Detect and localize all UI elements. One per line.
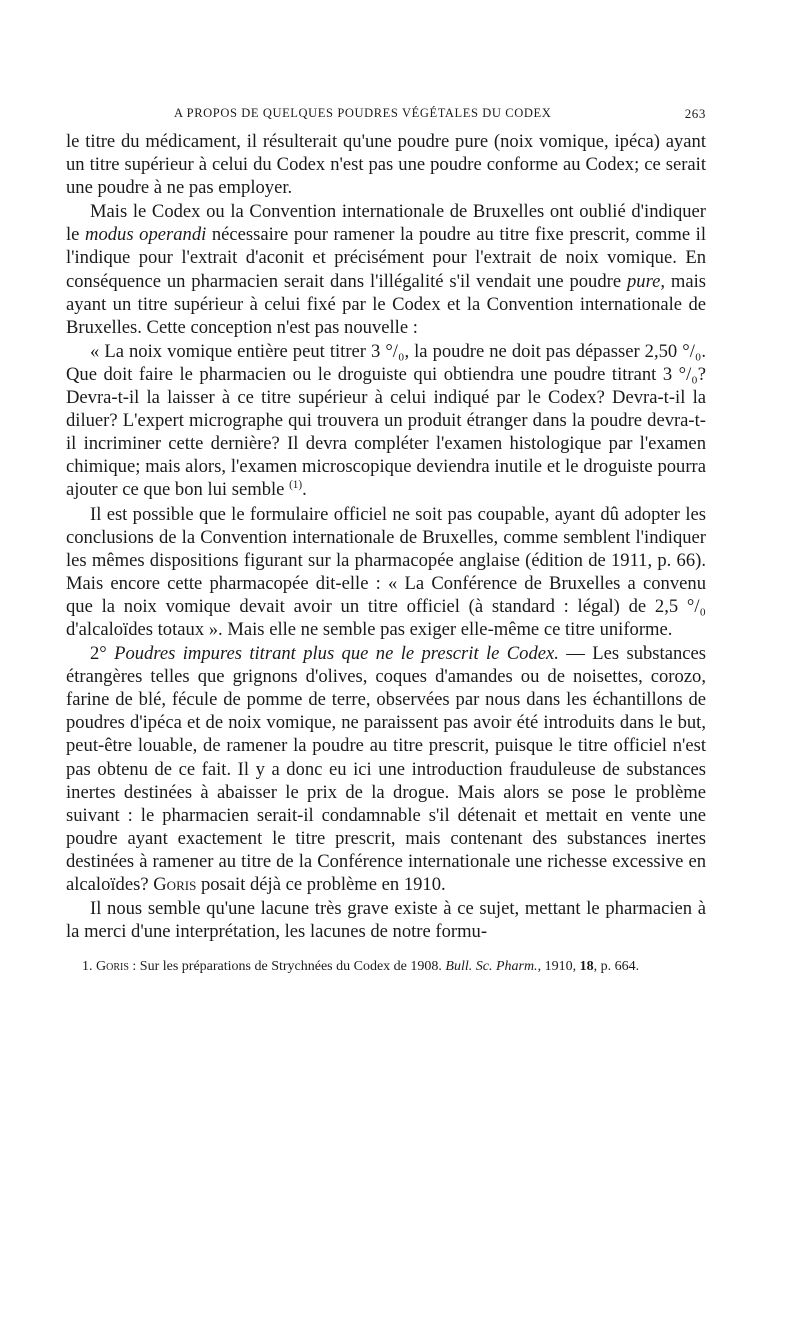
footnotes <box>66 957 706 976</box>
document-page <box>66 100 706 976</box>
paragraph: 2° Poudres impures titrant plus que ne le prescrit le Codex. — Les substances étrangères telles que grignons d'olives, coques d'amandes ou de noisettes, corozo, farine de blé, fécule de pomme de terre, observées par nous dans les échantillons de poudres d'ipéca et de noix vomique, ne paraissent pas avoir été introduits dans le but, peut-être louable, de ramener la poudre au titre prescrit, puisque le titre officiel n'est pas obtenu de ce fait. Il y a donc eu ici une introduction frauduleuse de substances inertes destinées à abaisser le prix de la drogue. Mais alors se pose le problème suivant : le pharmacien serait-il condamnable s'il détenait et mettait en vente une poudre ayant exactement le titre prescrit, mais contenant des substances inertes destinées à ramener au titre de la Conférence internationale une richesse excessive en alcaloïdes? Goris posait déjà ce problème en 1910. <box>66 643 706 895</box>
paragraph: Mais le Codex ou la Convention internationale de Bruxelles ont oublié d'indiquer le modus operandi nécessaire pour ramener la poudre au titre fixe prescrit, comme il l'indique pour l'extrait d'aconit et précisément pour l'extrait de noix vomique. En conséquence un pharmacien serait dans l'illégalité s'il vendait une poudre pure, mais ayant un titre supérieur à celui fixé par le Codex et la Convention internationale de Bruxelles. Cette conception n'est pas nouvelle : <box>66 201 707 338</box>
body-text <box>66 130 706 943</box>
quotation-paragraph: « La noix vomique entière peut titrer 3 °/₀, la poudre ne doit pas dépasser 2,50 °/₀. Que doit faire le pharmacien ou le droguiste qui obtiendra une poudre titrant 3 °/₀? Devra-t-il la laisser à ce titre supérieur à celui indiqué par le Codex? Devra-t-il la diluer? L'expert micrographe qui trouvera un produit étranger dans la poudre devra-t-il incriminer cette dernière? Il devra compléter l'examen histologique par l'examen chimique; mais alors, l'examen microscopique deviendra inutile et le droguiste pourra ajouter ce que bon lui semble $^{(1)}$. <box>66 340 706 501</box>
paragraph: Il est possible que le formulaire officiel ne soit pas coupable, ayant dû adopter les conclusions de la Convention internationale de Bruxelles, comme semblent l'indiquer les mêmes dispositions figurant sur la pharmacopée anglaise (édition de 1911, p. 66). Mais encore cette pharmacopée dit-elle : « La Conférence de Bruxelles a convenu que la noix vomique devait avoir un titre officiel (à standard : légal) de 2,5 °/₀ d'alcaloïdes totaux ». Mais elle ne semble pas exiger elle-même ce titre uniforme. <box>66 503 706 640</box>
section-heading: Poudres impures titrant plus que ne le prescrit le Codex. <box>114 643 559 665</box>
footnote: 1. Goris : Sur les préparations de Strychnées du Codex de 1908. Bull. Sc. Pharm., 1910, 18, p. 664. <box>82 959 640 975</box>
author-name: Goris <box>153 874 197 895</box>
running-title: A PROPOS DE QUELQUES POUDRES VÉGÉTALES DU CODEX <box>174 106 552 120</box>
paragraph: le titre du médicament, il résulterait qu'une poudre pure (noix vomique, ipéca) ayant un titre supérieur à celui du Codex n'est pas une poudre conforme au Codex; ce serait une poudre à ne pas employer. <box>66 131 706 199</box>
running-header <box>66 100 706 130</box>
paragraph: Il nous semble qu'une lacune très grave existe à ce sujet, mettant le pharmacien à la merci d'une interprétation, les lacunes de notre formu- <box>66 898 706 943</box>
footnote-reference: (1) <box>289 479 303 492</box>
page-number: 263 <box>684 106 706 121</box>
